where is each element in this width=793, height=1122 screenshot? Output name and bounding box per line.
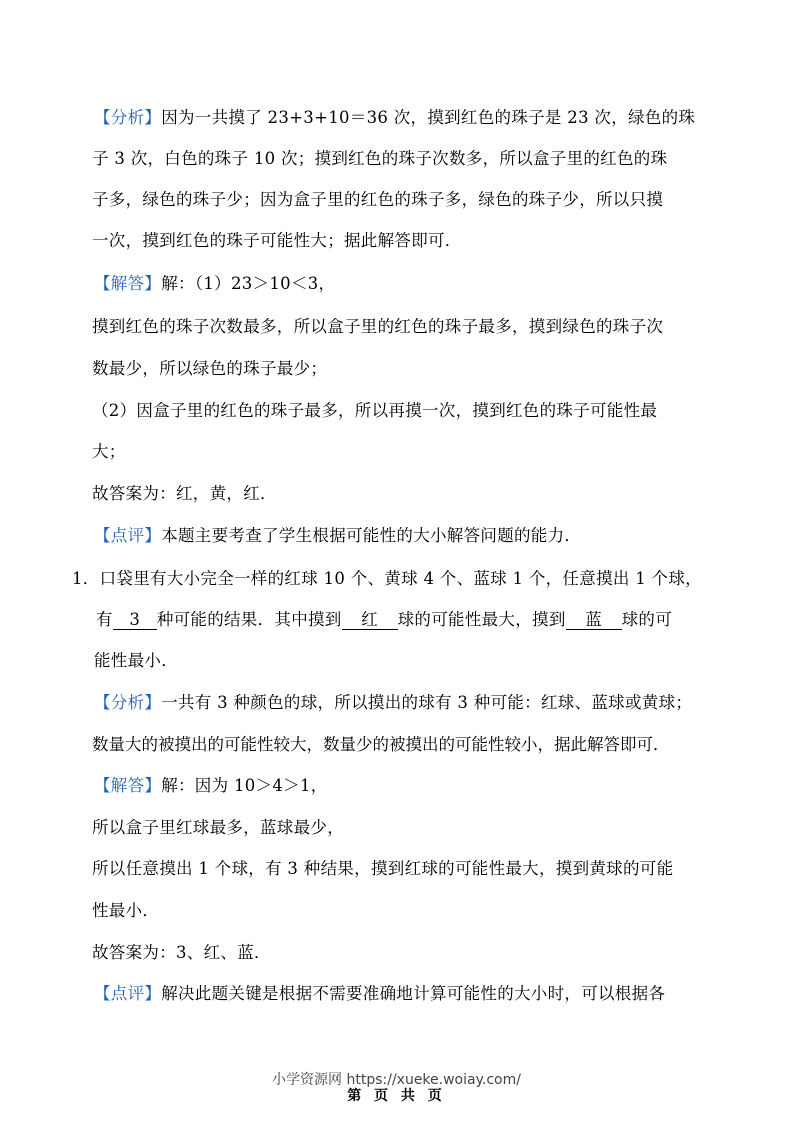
analysis-line: 子多，绿色的珠子少；因为盒子里的红色的珠子多，绿色的珠子少，所以只摸 bbox=[92, 190, 664, 209]
answer-line bbox=[0, 273, 793, 295]
answer-line: （2）因盒子里的红色的珠子最多，所以再摸一次，摸到红色的珠子可能性最 bbox=[92, 401, 658, 420]
analysis-line bbox=[0, 107, 793, 129]
analysis-text: 一共有 3 种颜色的球，所以摸出的球有 3 种可能：红球、蓝球或黄球； bbox=[161, 693, 693, 712]
question-text: 种可能的结果．其中摸到 bbox=[156, 610, 342, 629]
question-text: 有 bbox=[96, 610, 113, 629]
answer-line bbox=[0, 775, 793, 797]
comment-line bbox=[0, 983, 793, 1005]
comment-tag: 【点评】 bbox=[94, 984, 162, 1003]
analysis-line: 数量大的被摸出的可能性较大，数量少的被摸出的可能性较小，据此解答即可． bbox=[92, 735, 670, 754]
question-text: 球的可能性最大，摸到 bbox=[397, 610, 566, 629]
analysis-text: 因为一共摸了 23+3+10＝36 次，摸到红色的珠子是 23 次，绿色的珠 bbox=[161, 108, 696, 127]
question-text: 口袋里有大小完全一样的红球 10 个、黄球 4 个、蓝球 1 个，任意摸出 1 个球， bbox=[99, 569, 702, 588]
answer-blank: 3 bbox=[113, 610, 157, 630]
answer-line: 大； bbox=[92, 442, 126, 461]
comment-text: 解决此题关键是根据不需要准确地计算可能性的大小时，可以根据各 bbox=[161, 984, 666, 1003]
answer-line: 所以任意摸出 1 个球，有 3 种结果，摸到红球的可能性最大，摸到黄球的可能 bbox=[92, 859, 674, 878]
answer-text: 解：因为 10＞4＞1， bbox=[161, 776, 328, 795]
comment-line bbox=[0, 525, 793, 547]
comment-text: 本题主要考查了学生根据可能性的大小解答问题的能力． bbox=[161, 526, 582, 545]
question-number: 1． bbox=[72, 569, 100, 588]
question-line bbox=[0, 609, 793, 631]
question-line bbox=[0, 568, 793, 590]
answer-line: 故答案为：3、红、蓝． bbox=[92, 943, 271, 962]
comment-tag: 【点评】 bbox=[94, 526, 162, 545]
answer-line: 故答案为：红，黄，红． bbox=[92, 484, 277, 503]
analysis-line: 子 3 次，白色的珠子 10 次；摸到红色的珠子次数多，所以盒子里的红色的珠 bbox=[92, 149, 668, 168]
answer-blank: 蓝 bbox=[566, 610, 622, 630]
analysis-tag: 【分析】 bbox=[94, 108, 162, 127]
analysis-tag: 【分析】 bbox=[94, 693, 162, 712]
analysis-line: 一次，摸到红色的珠子可能性大；据此解答即可． bbox=[92, 231, 462, 250]
footer-site: 小学资源网 https://xueke.woiay.com/ bbox=[272, 1072, 521, 1088]
answer-blank: 红 bbox=[342, 610, 398, 630]
analysis-line bbox=[0, 692, 793, 714]
answer-line: 摸到红色的珠子次数最多，所以盒子里的红色的珠子最多，摸到绿色的珠子次 bbox=[92, 317, 664, 336]
answer-tag: 【解答】 bbox=[94, 776, 162, 795]
answer-line: 性最小． bbox=[92, 901, 160, 920]
answer-text: 解：（1）23＞10＜3， bbox=[161, 274, 336, 293]
answer-line: 所以盒子里红球最多，蓝球最少， bbox=[92, 818, 344, 837]
footer-page-number: 第 页 共 页 bbox=[347, 1088, 446, 1104]
answer-tag: 【解答】 bbox=[94, 274, 162, 293]
question-line: 能性最小． bbox=[94, 651, 178, 670]
question-text: 球的可 bbox=[621, 610, 673, 629]
answer-line: 数最少，所以绿色的珠子最少； bbox=[92, 359, 328, 378]
